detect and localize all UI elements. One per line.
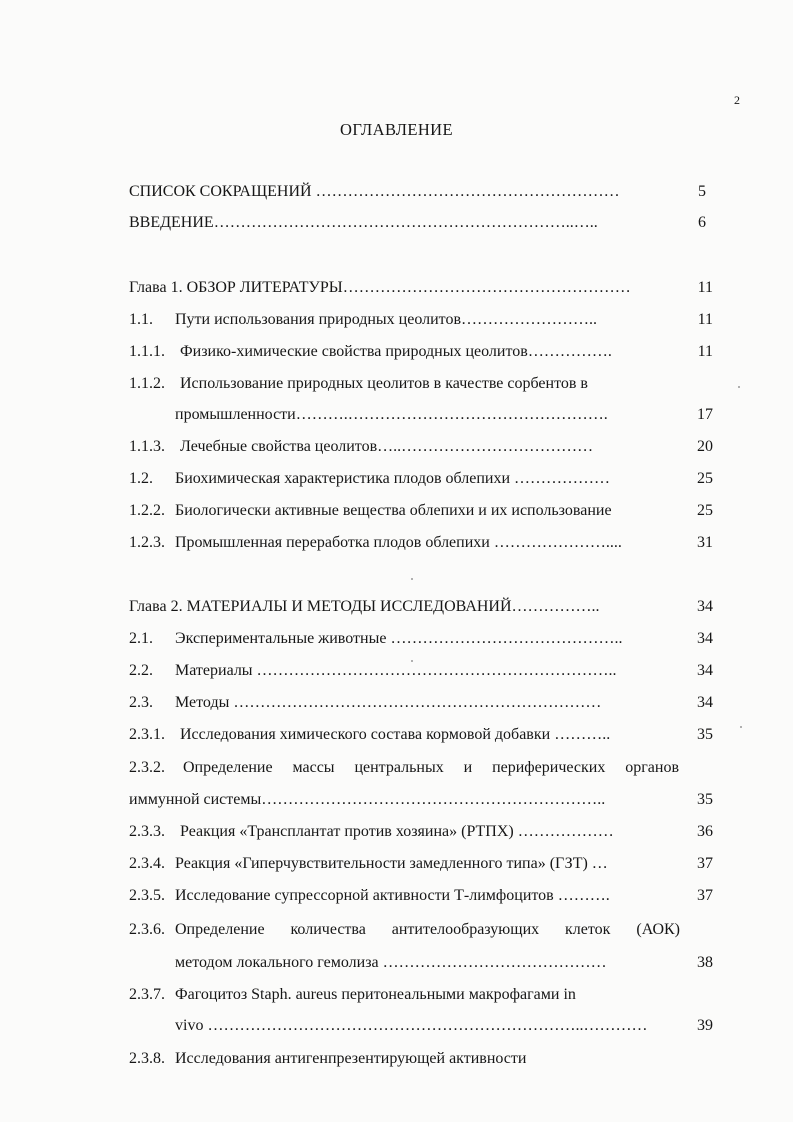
toc-num-2-3: 2.3. <box>129 694 153 711</box>
page-title: ОГЛАВЛЕНИЕ <box>340 120 453 139</box>
scan-speck <box>740 726 742 728</box>
toc-entry-1-2-3: Промышленная переработка плодов облепихи ………………….... <box>175 534 622 551</box>
toc-page-1-1-2: 17 <box>697 406 713 423</box>
toc-page-chapter-2: 34 <box>697 598 713 615</box>
toc-page-1-1-3: 20 <box>697 438 713 455</box>
toc-entry-2-3-5: Исследование супрессорной активности Т-лимфоцитов ………. <box>175 887 610 904</box>
toc-num-1-1-1: 1.1.1. <box>129 343 165 360</box>
toc-num-2-2: 2.2. <box>129 662 153 679</box>
toc-entry-1-2-2: Биологически активные вещества облепихи и их использование <box>175 502 612 519</box>
toc-num-1-1-3: 1.1.3. <box>129 438 165 455</box>
toc-num-2-3-3: 2.3.3. <box>129 823 165 840</box>
toc-entry-1-1-2-cont: промышленности……….…………………………………………. <box>175 406 608 423</box>
toc-entry-2-3-1: Исследования химического состава кормовой добавки ……….. <box>180 726 611 743</box>
toc-num-1-1: 1.1. <box>129 311 153 328</box>
toc-entry-1-1-2: Использование природных цеолитов в качестве сорбентов в <box>180 375 588 392</box>
toc-num-2-1: 2.1. <box>129 630 153 647</box>
toc-page-chapter-1: 11 <box>697 279 713 296</box>
toc-entry-2-3-3: Реакция «Трансплантат против хозяина» (РТПХ) ……………… <box>180 823 614 840</box>
toc-num-2-3-1: 2.3.1. <box>129 726 165 743</box>
toc-page-1-2-2: 25 <box>697 502 713 519</box>
toc-entry-2-3-2: Определение массы центральных и периферических органов <box>183 759 679 776</box>
toc-page-1-2: 25 <box>697 470 713 487</box>
page-number: 2 <box>734 93 741 107</box>
toc-entry-2-3: Методы …………………………………………………………… <box>175 694 602 711</box>
toc-entry-introduction: ВВЕДЕНИЕ…………………………………………………………..….. <box>129 214 598 231</box>
scan-speck <box>411 578 413 580</box>
scan-speck <box>738 386 740 388</box>
toc-page-1-1: 11 <box>697 311 713 328</box>
toc-entry-2-3-4: Реакция «Гиперчувствительности замедленного типа» (ГЗТ) … <box>175 855 608 872</box>
toc-page-2-3-5: 37 <box>697 887 713 904</box>
toc-entry-1-1: Пути использования природных цеолитов…………………….. <box>175 311 598 328</box>
toc-num-2-3-4: 2.3.4. <box>129 855 165 872</box>
toc-page-1-2-3: 31 <box>697 534 713 551</box>
toc-page-2-3-1: 35 <box>697 726 713 743</box>
scan-speck <box>411 660 413 662</box>
toc-page-2-1: 34 <box>697 630 713 647</box>
toc-entry-2-2: Материалы ………………………………………………………….. <box>175 662 617 679</box>
toc-page-2-3-6: 38 <box>697 954 713 971</box>
toc-entry-2-3-7-cont: vivo ……………………………………………………………..………… <box>175 1017 648 1034</box>
toc-page-2-3-7: 39 <box>697 1017 713 1034</box>
toc-num-2-3-2: 2.3.2. <box>129 759 165 776</box>
toc-num-2-3-7: 2.3.7. <box>129 986 165 1003</box>
toc-entry-2-3-6: Определение количества антителообразующих клеток (АОК) <box>175 921 680 938</box>
toc-entry-2-3-2-cont: иммунной системы……………………………………………………….. <box>129 791 606 808</box>
toc-entry-2-3-6-cont: методом локального гемолиза …………………………………… <box>175 954 607 971</box>
toc-page-2-2: 34 <box>697 662 713 679</box>
toc-entry-2-1: Экспериментальные животные …………………………………….. <box>175 630 623 647</box>
toc-page-introduction: 6 <box>698 214 706 231</box>
toc-page-2-3-2: 35 <box>697 791 713 808</box>
toc-num-1-1-2: 1.1.2. <box>129 375 165 392</box>
toc-page-2-3-3: 36 <box>697 823 713 840</box>
toc-entry-chapter-2: Глава 2. МАТЕРИАЛЫ И МЕТОДЫ ИССЛЕДОВАНИЙ…………….. <box>129 598 600 615</box>
toc-page-abbreviations: 5 <box>698 183 706 200</box>
toc-num-1-2: 1.2. <box>129 470 153 487</box>
toc-entry-chapter-1: Глава 1. ОБЗОР ЛИТЕРАТУРЫ……………………………………………… <box>129 279 631 296</box>
toc-entry-abbreviations: СПИСОК СОКРАЩЕНИЙ ………………………………………………… <box>129 183 620 200</box>
toc-num-2-3-5: 2.3.5. <box>129 887 165 904</box>
toc-entry-1-1-1: Физико-химические свойства природных цеолитов……………. <box>180 343 612 360</box>
toc-entry-1-1-3: Лечебные свойства цеолитов…..……………………………… <box>180 438 594 455</box>
toc-num-1-2-3: 1.2.3. <box>129 534 165 551</box>
toc-page-1-1-1: 11 <box>697 343 713 360</box>
toc-num-2-3-8: 2.3.8. <box>129 1050 165 1067</box>
toc-page-2-3-4: 37 <box>697 855 713 872</box>
toc-num-1-2-2: 1.2.2. <box>129 502 165 519</box>
toc-entry-2-3-8: Исследования антигенпрезентирующей активности <box>175 1050 527 1067</box>
toc-entry-2-3-7: Фагоцитоз Staph. aureus перитонеальными макрофагами in <box>175 986 576 1003</box>
toc-page-2-3: 34 <box>697 694 713 711</box>
toc-entry-1-2: Биохимическая характеристика плодов облепихи ……………… <box>175 470 611 487</box>
toc-num-2-3-6: 2.3.6. <box>129 921 165 938</box>
